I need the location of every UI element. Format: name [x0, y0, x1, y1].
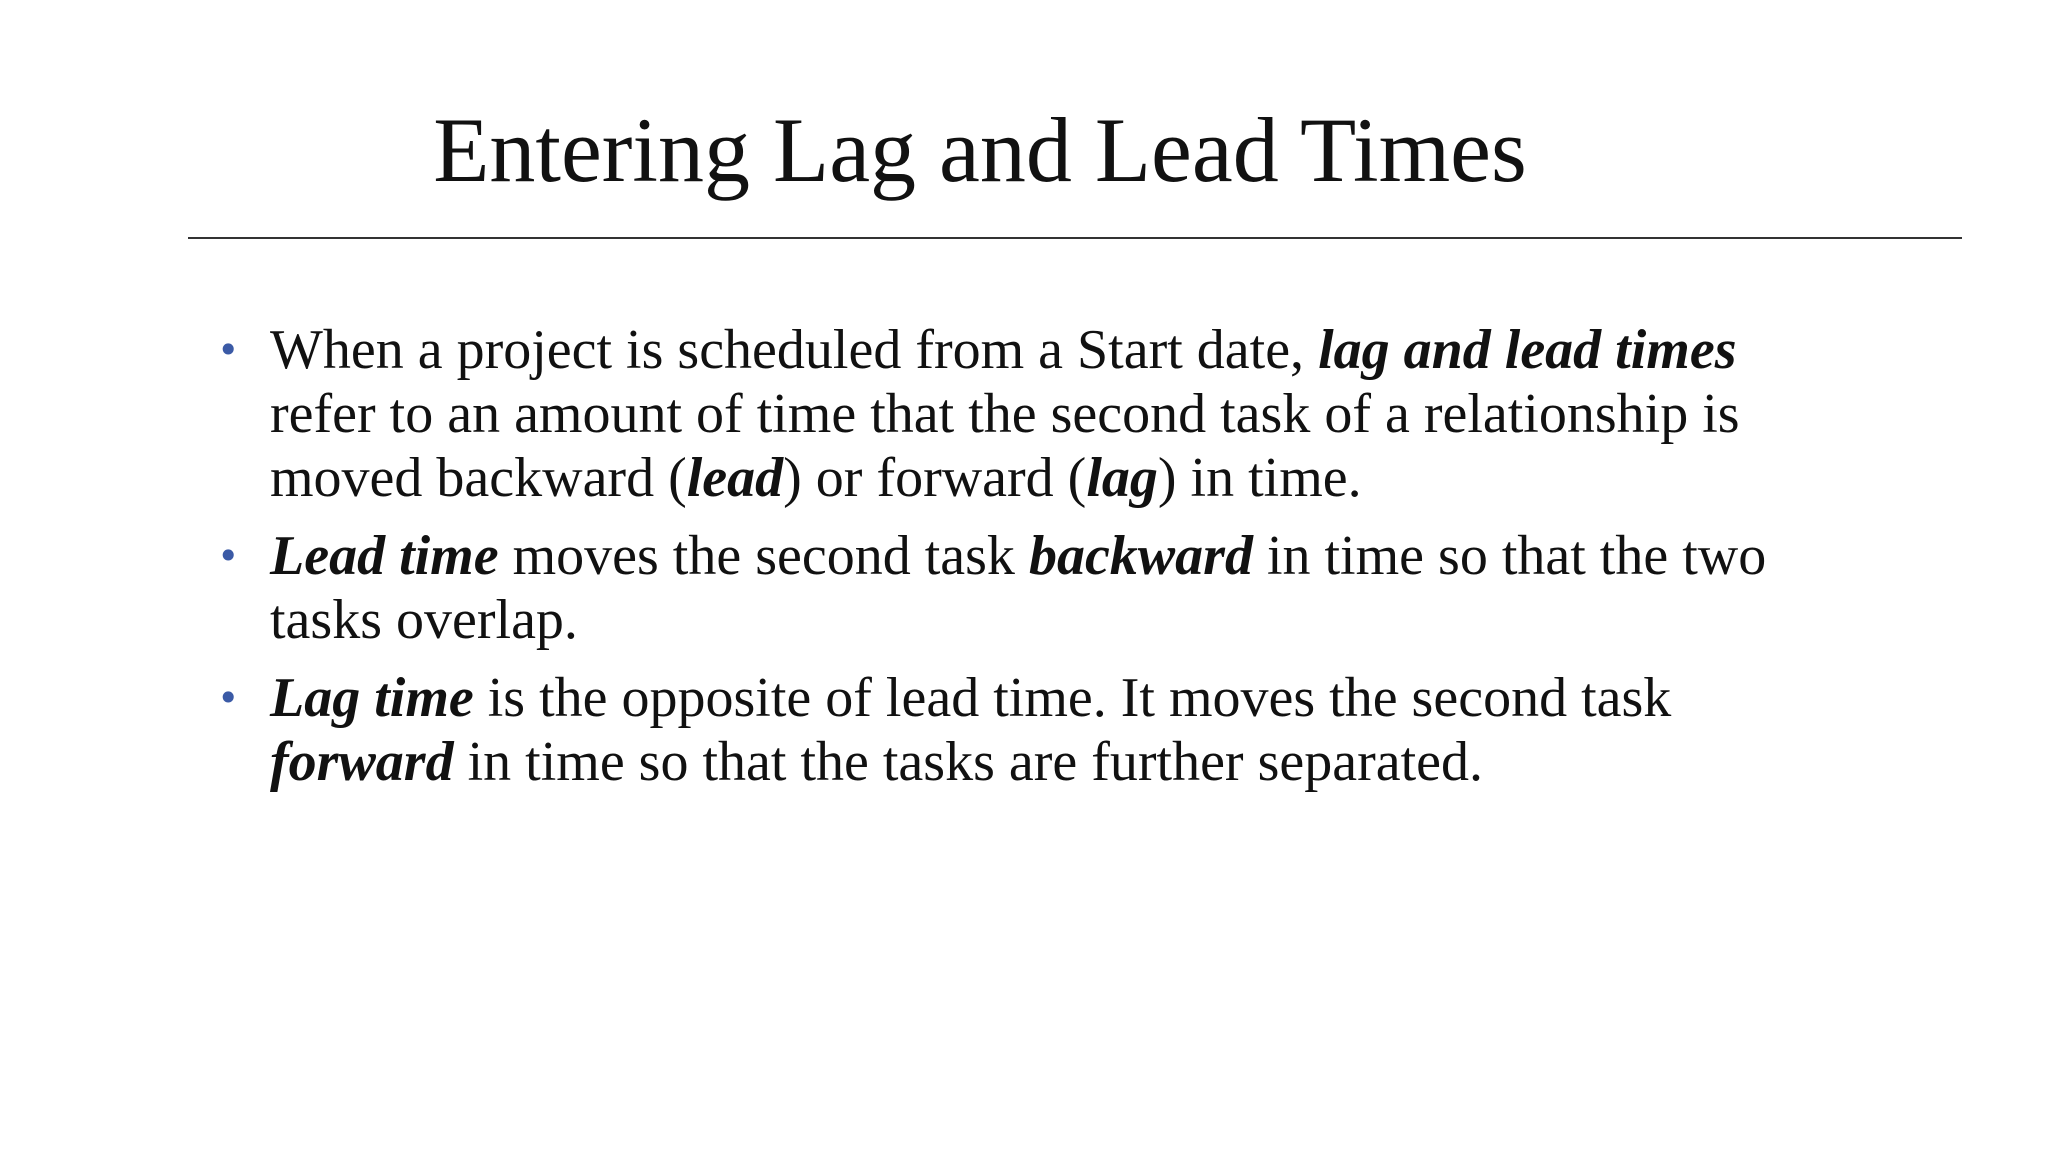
- bullet-text: ) in time.: [1157, 447, 1362, 509]
- bullet-text: in time so that the tasks are further separated.: [453, 731, 1484, 793]
- title-divider: [188, 237, 1962, 239]
- bullet-text: When a project is scheduled from a Start date,: [270, 319, 1319, 381]
- bullet-emphasis: Lag time: [270, 667, 474, 729]
- bullet-emphasis: lead: [686, 447, 784, 509]
- bullet-text: moves the second task: [498, 525, 1029, 587]
- bullet-text: is the opposite of lead time. It moves the second task: [473, 667, 1672, 729]
- bullet-text: in time so that the two tasks overlap.: [270, 525, 1767, 651]
- bullet-dot-icon: •: [217, 676, 240, 720]
- bullet-text: refer to an amount of time that the second task of a relationship is moved backward (: [270, 383, 1740, 509]
- bullet-emphasis: backward: [1028, 525, 1253, 587]
- bullet-dot-icon: •: [217, 534, 240, 578]
- bullet-dot-icon: •: [217, 328, 240, 372]
- bullet-emphasis: Lead time: [270, 525, 499, 587]
- bullet-emphasis: lag: [1086, 447, 1158, 509]
- bullet-item-lag-time: [205, 666, 1845, 794]
- bullet-item-lag-lead-definition: [205, 318, 1845, 510]
- bullet-text: ) or forward (: [783, 447, 1087, 509]
- bullet-list: [205, 318, 1845, 808]
- bullet-item-lead-time: [205, 524, 1845, 652]
- bullet-emphasis: forward: [270, 731, 454, 793]
- bullet-emphasis: lag and lead times: [1318, 319, 1737, 381]
- slide-title: Entering Lag and Lead Times: [433, 99, 1527, 201]
